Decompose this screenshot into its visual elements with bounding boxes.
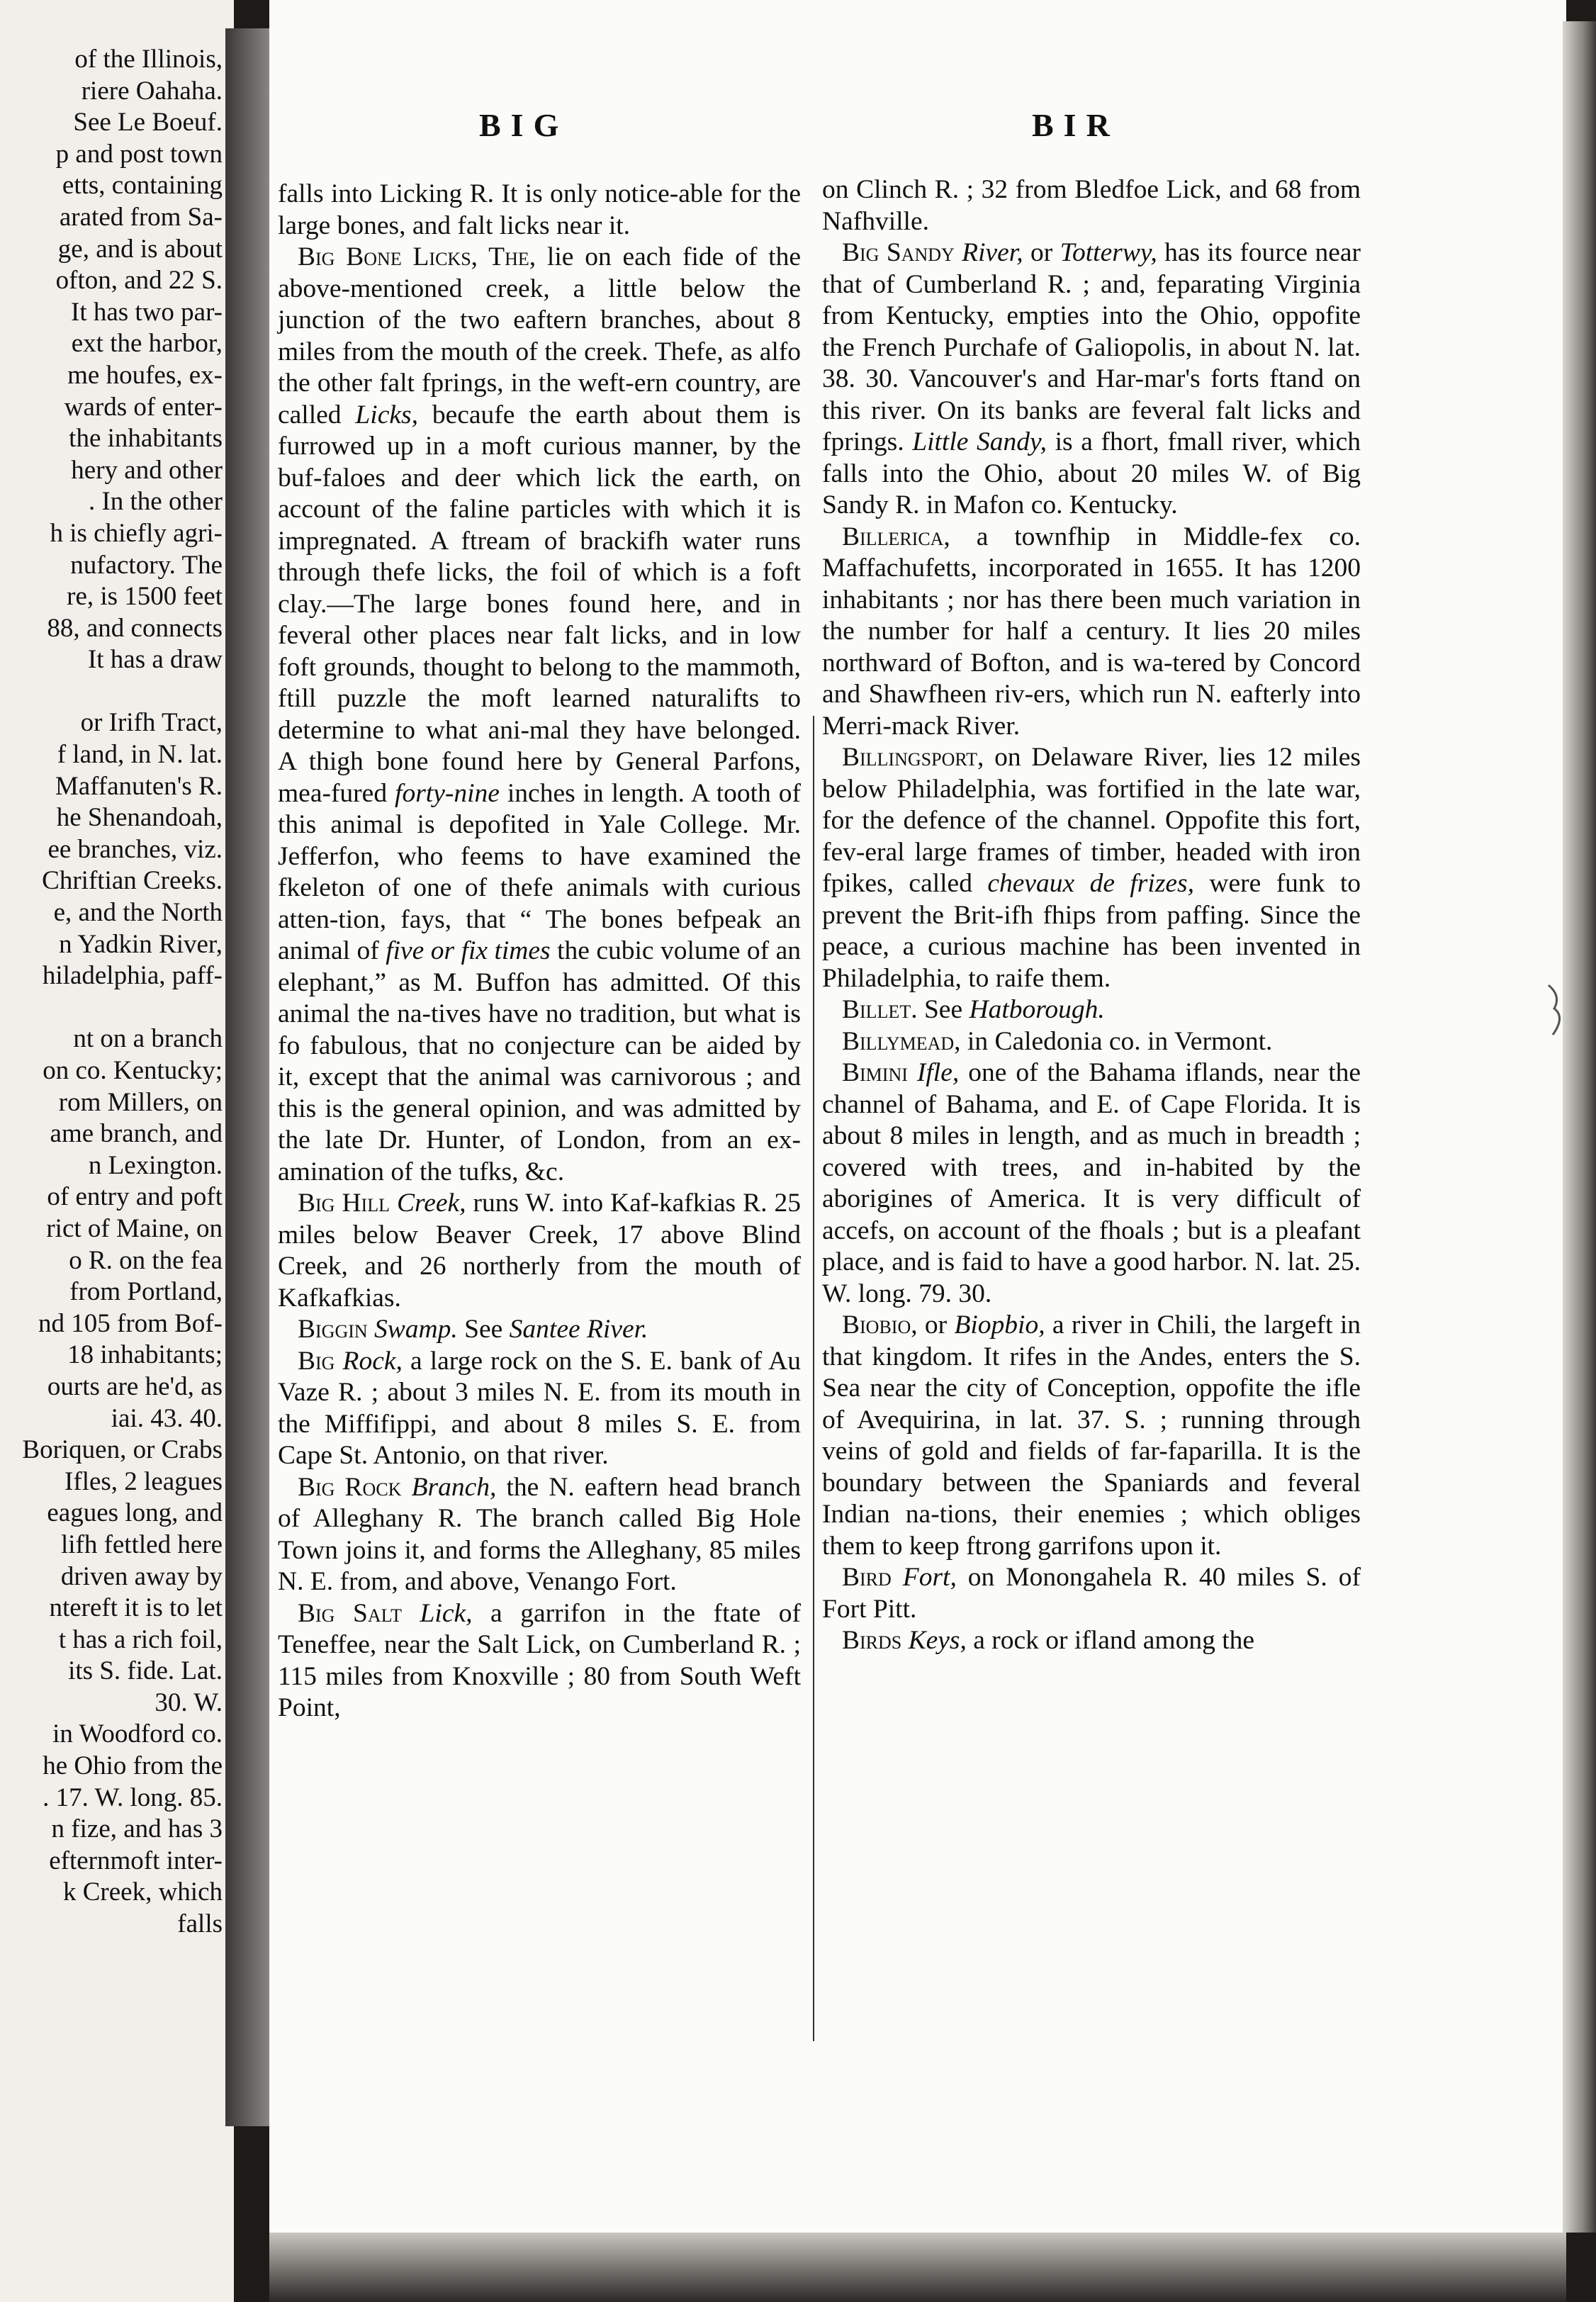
running-head-left: BIG — [479, 107, 569, 143]
left-page-line: t has a rich foil, — [58, 1624, 223, 1654]
left-page-line: ext the harbor, — [71, 329, 223, 359]
left-page-column — [6, 44, 223, 1941]
entry-text: becaufe the earth about them is furrowed up in a moft curious manner, by the buf-faloes and deer which lick the earth, on account of the faline particles with which it is impregnated. A ftream of brackifh water runs through thefe licks, the foil of which is a foft clay.—The large bones found here, and in feveral other places near falt licks, and in low foft grounds, thought to belong to the mammoth, ftill puzzle the moft learned naturalifts to determine to what ani-mal they have belonged. A thigh bone found here by General Parfons, mea-fured — [278, 400, 801, 808]
left-page-line: Ifles, 2 leagues — [64, 1466, 223, 1496]
entry-headword: Bimini — [842, 1058, 908, 1087]
entry-text: has its fource near that of Cumberland R. ; and, feparating Virginia from Kentucky, empties into the Ohio, oppofite the French Purchafe of Galiopolis, in about N. lat. 38. 30. Vancouver's and Har-mar's forts ftand on this river. On its banks are feveral falt licks and fprings. — [822, 238, 1361, 456]
left-page-line: . 17. W. long. 85. — [43, 1782, 223, 1812]
left-page-line: See Le Boeuf. — [73, 108, 223, 137]
left-page-line: iai. 43. 40. — [111, 1403, 223, 1433]
italic-text: Creek, — [396, 1189, 466, 1218]
entry-text: in Caledonia co. in Vermont. — [960, 1026, 1273, 1056]
italic-text: five or fix times — [386, 936, 551, 965]
entry-text: a river in Chili, the largeft in that kingdom. It rifes in the Andes, enters the S. Sea near the city of Conception, oppofite the ifle of Avequirina, in lat. 37. S. ; running through veins of gold and fields of far-faparilla. It is the boundary between the Spaniards and feveral Indian na-tions, their enemies ; which obliges them to keep ftrong garrifons upon it. — [822, 1310, 1361, 1561]
running-head-right: BIR — [1032, 107, 1120, 143]
entry-text: or — [1023, 238, 1060, 267]
left-page-line: falls — [177, 1909, 223, 1939]
gazetteer-entry — [822, 522, 1361, 743]
italic-text: Fort, — [902, 1563, 957, 1592]
left-page-line: riere Oahaha. — [81, 76, 223, 106]
italic-text: Little Sandy, — [912, 427, 1047, 456]
entry-headword: Big Salt — [298, 1598, 402, 1628]
left-page-line: re, is 1500 feet — [67, 582, 223, 612]
italic-text: Rock, — [342, 1346, 403, 1376]
left-page-line: nufactory. The — [70, 550, 223, 580]
gazetteer-entry — [278, 1314, 801, 1346]
left-page-line: from Portland, — [69, 1277, 223, 1307]
left-page-line: wards of enter- — [64, 392, 223, 422]
left-page-line: Chriftian Creeks. — [42, 866, 223, 896]
left-page-line: ee branches, viz. — [47, 834, 223, 864]
left-page-line: o R. on the fea — [69, 1245, 223, 1275]
italic-text: Ifle, — [916, 1058, 960, 1087]
gazetteer-entry — [822, 1026, 1361, 1058]
left-page-line: on co. Kentucky; — [43, 1056, 223, 1085]
gazetteer-entry — [278, 179, 801, 242]
entry-headword: Birds — [842, 1626, 902, 1655]
left-page-line: etts, containing — [62, 171, 223, 201]
italic-text: Licks, — [355, 400, 418, 429]
entry-text: the cubic volume of an elephant,” as M. Buffon has admitted. Of this animal the na-tives have no tradition, but what is fo fabulous, that no conjecture can be aided by it, except that the animal was carnivorous ; and this is the general opinion, and was admitted by the late Dr. Hunter, of London, from an ex-amination of the tufks, &c. — [278, 936, 802, 1186]
left-page-line: he Ohio from the — [43, 1751, 223, 1781]
left-page-fragment — [0, 0, 234, 2302]
left-page-line: It has two par- — [71, 297, 223, 327]
left-page-line: hery and other — [71, 455, 223, 485]
left-page-line: p and post town — [55, 139, 223, 169]
left-page-line: n Yadkin River, — [59, 929, 223, 959]
entry-text: a large rock on the S. E. bank of Au Vaze R. ; about 3 miles N. E. from its mouth in the Miffifippi, and about 8 miles S. E. from Cape St. Antonio, on that river. — [278, 1346, 802, 1470]
entry-text: is a fhort, fmall river, which falls into the Ohio, about 20 miles W. of Big Sandy R. in Mafon co. Kentucky. — [822, 427, 1361, 520]
entry-text: a garrifon in the ftate of Teneffee, near the Salt Lick, on Cumberland R. ; 115 miles from Knoxville ; 80 from South Weft Point, — [278, 1598, 801, 1722]
gazetteer-entry — [822, 1562, 1361, 1625]
entry-text: a rock or ifland among the — [966, 1626, 1255, 1655]
entry-text: falls into Licking R. It is only notice-able for the large bones, and falt licks near it. — [278, 179, 801, 240]
left-page-line: of the Illinois, — [74, 45, 223, 74]
left-page-line: its S. fide. Lat. — [68, 1656, 223, 1686]
left-page-line: ge, and is about — [57, 234, 223, 264]
left-page-line: the inhabitants — [69, 424, 223, 454]
left-page-line: 88, and connects — [47, 613, 223, 643]
left-page-line: driven away by — [60, 1561, 223, 1591]
entry-headword: Billerica, — [842, 522, 950, 551]
entry-headword: Big — [298, 1346, 335, 1376]
left-page-line: ntereft it is to let — [49, 1593, 223, 1623]
left-page-line: rict of Maine, on — [46, 1213, 223, 1243]
left-page-line: efternmoft inter- — [49, 1846, 223, 1875]
entry-text: a townfhip in Middle-fex co. Maffachufetts, incorporated in 1655. It has 1200 inhabitants ; nor has there been much variation in the number for half a century. It lies 20 miles northward of Bofton, and is wa-tered by Concord and Shawfheen riv-ers, which run N. eafterly into Merri-mack River. — [822, 522, 1361, 741]
entry-text: lie on each fide of the above-mentioned creek, a little below the junction of the two eaftern branches, about 8 miles from the mouth of the creek. Thefe, as alfo the other falt fprings, in the weft-ern country, are called — [278, 242, 801, 429]
italic-text: Hatborough. — [969, 995, 1105, 1024]
left-page-line: 18 inhabitants; — [67, 1340, 223, 1370]
entry-headword: Biobio, — [842, 1310, 918, 1340]
left-page-line: eagues long, and — [47, 1498, 223, 1528]
column-rule — [813, 716, 814, 2041]
entry-text: runs W. into Kaf-kafkias R. 25 miles below Beaver Creek, 17 above Blind Creek, and 26 northerly from the mouth of Kafkafkias. — [278, 1189, 802, 1313]
gazetteer-entry — [822, 1310, 1361, 1562]
left-page-line: or Irifh Tract, — [80, 708, 223, 738]
left-page-line: ofton, and 22 S. — [55, 266, 223, 296]
gazetteer-entry — [278, 1472, 801, 1598]
entry-headword: Big Sandy — [842, 238, 955, 267]
left-page-line: h is chiefly agri- — [50, 518, 223, 548]
italic-text: Lick, — [420, 1598, 473, 1628]
left-page-line: of entry and poft — [47, 1182, 223, 1212]
left-page-line: ourts are he'd, as — [47, 1371, 223, 1401]
gazetteer-entry — [822, 174, 1361, 237]
italic-text: Totterwy, — [1060, 238, 1157, 267]
left-page-line: n fize, and has 3 — [51, 1814, 223, 1844]
left-page-line: ame branch, and — [50, 1119, 223, 1149]
italic-text: Keys, — [908, 1626, 967, 1655]
italic-text: forty-nine — [395, 778, 500, 808]
entry-headword: Bird — [842, 1563, 892, 1592]
left-page-line: lifh fettled here — [60, 1529, 223, 1559]
left-page-line: 30. W. — [154, 1688, 223, 1717]
gazetteer-entry — [822, 742, 1361, 994]
italic-text: Swamp. — [374, 1315, 458, 1344]
gazetteer-entry — [822, 994, 1361, 1026]
entry-text: on Monongahela R. 40 miles S. of Fort Pitt. — [822, 1563, 1361, 1624]
left-page-line: nd 105 from Bof- — [38, 1308, 223, 1338]
gazetteer-entry — [278, 242, 801, 1188]
left-page-line: me houfes, ex- — [67, 360, 223, 390]
entry-headword: Big Hill — [298, 1189, 390, 1218]
left-page-line: . In the other — [88, 487, 223, 517]
left-page-line: rom Millers, on — [58, 1087, 223, 1117]
gazetteer-entry — [278, 1598, 801, 1724]
column-2 — [822, 174, 1361, 1657]
italic-text: Branch, — [411, 1472, 497, 1502]
entry-headword: Biggin — [298, 1315, 368, 1344]
entry-text: See — [457, 1315, 510, 1344]
left-page-line: hiladelphia, paff- — [42, 961, 223, 991]
left-page-line: he Shenandoah, — [56, 803, 223, 833]
italic-text: Biopbio, — [954, 1310, 1045, 1340]
entry-text: See — [917, 995, 970, 1024]
entry-headword: Big Bone Licks, The, — [298, 242, 536, 271]
italic-text: Santee River. — [509, 1315, 648, 1344]
page-bottom-shadow — [269, 2233, 1566, 2302]
gazetteer-entry — [822, 1057, 1361, 1310]
left-page-line: nt on a branch — [73, 1024, 223, 1054]
gazetteer-entry — [278, 1188, 801, 1314]
entry-headword: Billymead, — [842, 1026, 961, 1056]
left-page-line — [6, 676, 223, 708]
page-tear-mark — [1547, 982, 1568, 1038]
entry-text: one of the Bahama iflands, near the channel of Bahama, and E. of Cape Florida. It is about 8 miles in length, and as much in breadth ; covered with trees, and in-habited by the aborigines of America. It is very difficult of accefs, on account of the fhoals ; but is a pleafant place, and is faid to have a good harbor. N. lat. 25. W. long. 79. 30. — [822, 1058, 1361, 1308]
left-page-line: in Woodford co. — [52, 1719, 223, 1749]
page-edge — [1563, 21, 1596, 2233]
gazetteer-entry — [278, 1346, 801, 1472]
entry-text: or — [917, 1310, 955, 1340]
entry-text: were funk to prevent the Brit-ifh fhips from paffing. Since the peace, a curious machine has been invented in Philadelphia, to raife them. — [822, 869, 1361, 993]
italic-text: chevaux de frizes, — [987, 869, 1195, 898]
left-page-line: Maffanuten's R. — [55, 771, 223, 801]
column-1 — [278, 179, 801, 1724]
entry-headword: Big Rock — [298, 1472, 402, 1502]
left-page-line — [6, 992, 223, 1024]
gazetteer-entry — [822, 1625, 1361, 1657]
entry-text: inches in length. A tooth of this animal is depofited in Yale College. Mr. Jefferfon, who feems to have examined the fkeleton of one of thefe animals with curious atten-tion, fays, that “ The bones befpeak an animal of — [278, 778, 801, 965]
entry-text: on Clinch R. ; 32 from Bledfoe Lick, and 68 from Nafhville. — [822, 175, 1361, 236]
entry-headword: Billet. — [842, 995, 918, 1024]
entry-headword: Billingsport, — [842, 743, 984, 772]
left-page-line: e, and the North — [53, 898, 223, 928]
left-page-line: It has a draw — [87, 645, 223, 675]
left-page-line: Boriquen, or Crabs — [22, 1435, 223, 1465]
gazetteer-entry — [822, 237, 1361, 522]
entry-text: the N. eaftern head branch of Alleghany R. The branch called Big Hole Town joins it, and forms the Alleghany, 85 miles N. E. from, and above, Venango Fort. — [278, 1472, 801, 1596]
left-page-line: arated from Sa- — [59, 202, 223, 232]
italic-text: River, — [962, 238, 1023, 267]
entry-text: on Delaware River, lies 12 miles below Philadelphia, was fortified in the late war, for the defence of the channel. Oppofite this fort, fev-eral large frames of timber, headed with iron fpikes, called — [822, 743, 1361, 898]
left-page-line: f land, in N. lat. — [57, 740, 223, 770]
left-page-line: k Creek, which — [62, 1877, 223, 1907]
left-page-line: n Lexington. — [88, 1150, 223, 1180]
